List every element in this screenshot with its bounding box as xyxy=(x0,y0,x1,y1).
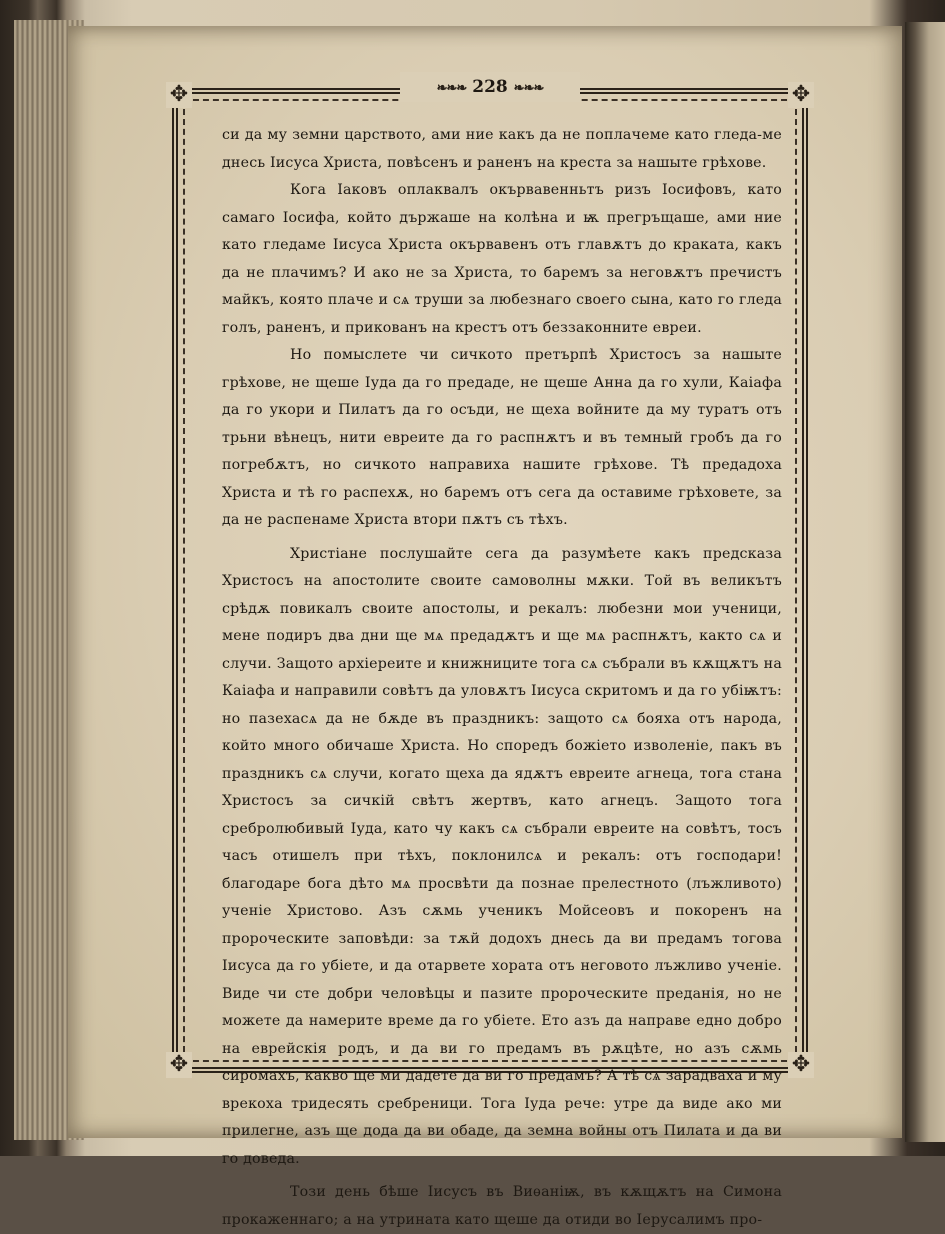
header-ornament-right-icon: ❧❧❧ xyxy=(513,81,544,96)
header-ornament-left-icon: ❧❧❧ xyxy=(436,81,467,96)
paragraph: Христіане послушайте сега да разумѣете какъ предсказа Христосъ на апостолите своите самоволны мѫки. Той въ великътъ срѣдѫ повикалъ своите апостолы, и рекалъ: любезни мои ученици, мене подиръ два дни ще мѧ предадѫтъ и ще мѧ распнѫтъ, както сѧ и случи. Защото архіереите и книжниците тога сѧ събрали въ кѫщѫтъ на Каіафа и направили совѣтъ да уловѫтъ Іисуса скритомъ и да го убіѭтъ: но пазехасѧ да не бѫде въ праздникъ: защото сѧ бояха отъ народа, който много обичаше Христа. Но споредъ божіето изволеніе, пакъ въ праздникъ сѧ случи, когато щеха да ядѫтъ евреите агнеца, тога стана Христосъ за сичкій свѣтъ жертвъ, като агнецъ. Защото тога сребролюбивый Іуда, като чу какъ сѧ събрали евреите на совѣтъ, тосъ часъ отишелъ при тѣхъ, поклонилсѧ и рекалъ: отъ господари! благодаре бога дѣто мѧ просвѣти да познае прелестното (лъжливото) ученіе Христово. Азъ сѫмь ученикъ Мойсеовъ и покоренъ на пророческите заповѣди: за тѫй додохъ днесь да ви предамъ тогова Іисуса да го убіете, и да отарвете хората отъ неговото лъжливо ученіе. Виде чи сте добри человѣцы и пазите пророческите преданія, но не можете да намерите време да го убіете. Ето азъ да направе едно добро на еврейскія родъ, и да ви го предамъ въ рѫцѣте, но азъ сѫмь сиромахъ, какво ще ми дадете да ви го предамъ? А тѣ сѧ зарадваха и му врекоха тридесять сребреници. Тога Іуда рече: утре да виде ако ми прилегне, азъ ще дода да ви обаде, да земна войны отъ Пилата и да ви го доведа. xyxy=(222,545,782,1167)
body-text xyxy=(222,122,782,1234)
page-header xyxy=(400,72,580,102)
corner-ornament-icon: ✥ xyxy=(788,82,814,108)
paragraph: си да му земни царството, ами ние какъ да не поплачеме като гледа-ме днесь Іисуса Христа, повѣсенъ и раненъ на креста за нашыте грѣхове. xyxy=(222,127,782,171)
corner-ornament-icon: ✥ xyxy=(166,82,192,108)
corner-ornament-icon: ✥ xyxy=(166,1052,192,1078)
page-number: 228 xyxy=(472,77,508,97)
facing-page-edge xyxy=(905,22,945,1142)
paragraph: Този день бѣше Іисусъ въ Виѳаніѭ, въ кѫщѫтъ на Симона прокаженнаго; а на утрината като щеше да отиди во Іерусалимъ про- xyxy=(222,1184,782,1228)
corner-ornament-icon: ✥ xyxy=(788,1052,814,1078)
paragraph: Кога Іаковъ оплаквалъ окървавенньтъ ризъ Іосифовъ, като самаго Іосифа, който държаше на колѣна и ѭ прегръщаше, ами ние като гледаме Іисуса Христа окървавенъ отъ главѫтъ до краката, какъ да не плачимъ? И ако не за Христа, то баремъ за неговѫтъ пречистъ майкъ, която плаче и сѧ труши за любезнаго своего сына, като го гледа голъ, раненъ, и прикованъ на крестъ отъ беззаконните евреи. xyxy=(222,182,782,336)
paragraph: Но помыслете чи сичкото претърпѣ Христосъ за нашыте грѣхове, не щеше Іуда да го предаде, не щеше Анна да го хули, Каіафа да го укори и Пилатъ да го осъди, не щеха войните да му туратъ отъ трьни вѣнецъ, нити евреите да го распнѫтъ и въ темный гробъ да го погребѫтъ, но сичкото направиха нашите грѣхове. Тѣ предадоха Христа и тѣ го распехѫ, но баремъ отъ сега да оставиме грѣховете, за да не распенаме Христа втори пѫтъ съ тѣхъ. xyxy=(222,347,782,528)
